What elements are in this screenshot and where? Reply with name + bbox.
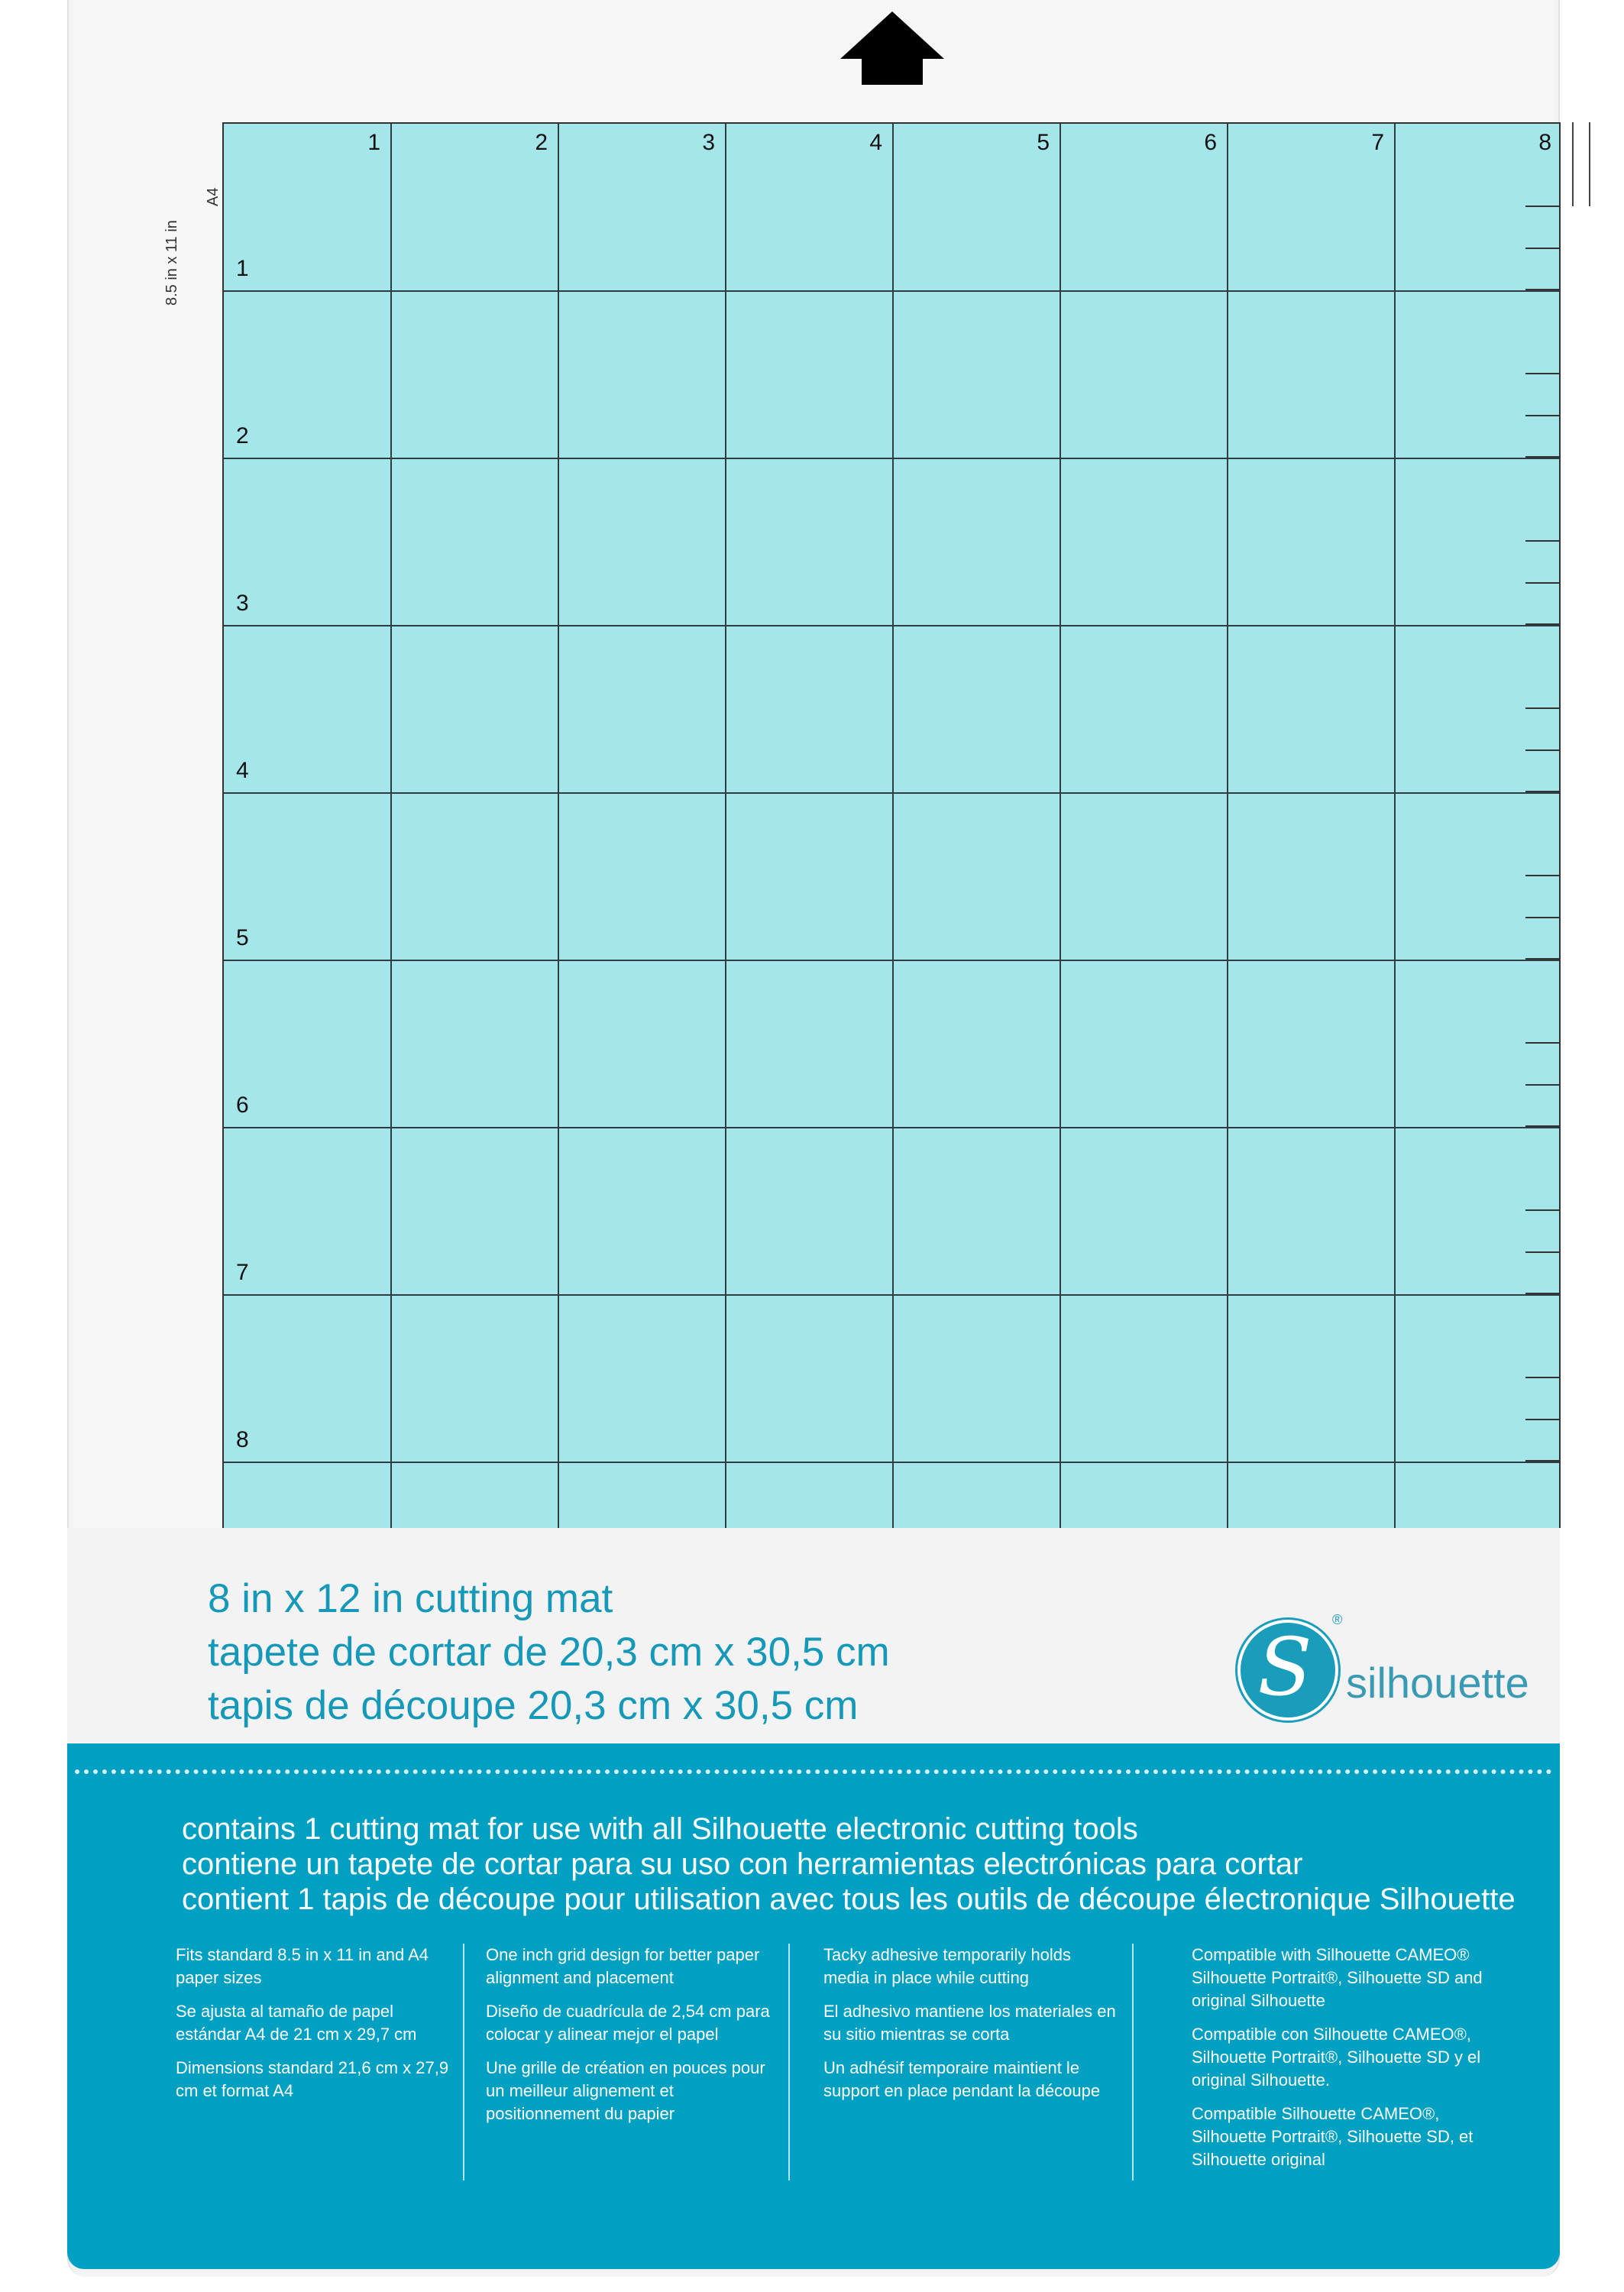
product-title-es: tapete de cortar de 20,3 cm x 30,5 cm	[208, 1630, 890, 1675]
feature-text: Compatible with Silhouette CAMEO® Silhouette Portrait®, Silhouette SD and original Silhouette	[1192, 1945, 1483, 2010]
column-divider	[463, 1944, 464, 2180]
column-divider	[788, 1944, 790, 2180]
feature-text: Un adhésif temporaire maintient le support en place pendant la découpe	[823, 2058, 1101, 2100]
grid-x-label: 6	[1204, 130, 1217, 155]
product-header	[67, 1528, 1560, 1743]
column-divider	[1132, 1944, 1134, 2180]
ruler-tick	[1525, 958, 1559, 960]
grid-x-label: 3	[702, 130, 715, 155]
grid-y-label: 3	[236, 591, 249, 616]
ruler-tick	[1525, 540, 1559, 542]
ruler-tick	[1525, 582, 1559, 584]
ruler-tick	[1525, 415, 1559, 416]
grid-x-label: 1	[367, 130, 380, 155]
grid-horizontal-line	[224, 625, 1559, 626]
paper-size-letter-label: 8.5 in x 11 in	[163, 220, 180, 306]
grid-horizontal-line	[224, 1294, 1559, 1296]
product-title-fr: tapis de découpe 20,3 cm x 30,5 cm	[208, 1683, 859, 1728]
contains-text-fr: contient 1 tapis de découpe pour utilisation avec tous les outils de découpe électronique Silhouette	[182, 1882, 1516, 1916]
grid-horizontal-line	[224, 960, 1559, 961]
ruler-tick	[1525, 1209, 1559, 1211]
ruler-tick	[1525, 206, 1559, 207]
feature-text: Dimensions standard 21,6 cm x 27,9 cm et format A4	[176, 2058, 449, 2100]
grid-y-label: 5	[236, 925, 249, 950]
grid-y-label: 2	[236, 423, 249, 448]
brand-wordmark: silhouette	[1346, 1659, 1529, 1707]
feature-column-adhesive	[823, 1944, 1121, 2113]
registered-mark: ®	[1332, 1612, 1343, 1627]
paper-size-a4-label: A4	[205, 187, 222, 206]
feature-text: El adhesivo mantiene los materiales en su sitio mientras se corta	[823, 2002, 1116, 2044]
grid-vertical-line	[1394, 124, 1396, 1528]
grid-horizontal-line	[224, 1462, 1559, 1463]
logo-s-glyph: S	[1257, 1620, 1312, 1714]
grid-x-label: 2	[535, 130, 548, 155]
grid-horizontal-line	[224, 290, 1559, 292]
grid-x-label: 7	[1371, 130, 1384, 155]
feature-text: One inch grid design for better paper alignment and placement	[486, 1945, 760, 1987]
feature-text: Diseño de cuadrícula de 2,54 cm para colocar y alinear mejor el papel	[486, 2002, 770, 2044]
grid-vertical-line	[892, 124, 894, 1528]
feed-direction-arrow-icon	[840, 11, 944, 85]
grid-vertical-line	[1059, 124, 1061, 1528]
silhouette-logo	[1237, 1612, 1543, 1719]
ruler-tick	[1525, 707, 1559, 709]
contains-text-en: contains 1 cutting mat for use with all Silhouette electronic cutting tools	[182, 1812, 1138, 1846]
feature-text: Fits standard 8.5 in x 11 in and A4 paper sizes	[176, 1945, 429, 1987]
ruler-tick	[1525, 1377, 1559, 1378]
feature-column-paper-size	[176, 1944, 458, 2113]
ruler-tick	[1525, 749, 1559, 751]
grid-x-label: 5	[1037, 130, 1050, 155]
ruler-tick	[1525, 791, 1559, 792]
grid-horizontal-line	[224, 1127, 1559, 1128]
grid-vertical-line	[725, 124, 726, 1528]
ruler-tick	[1525, 1042, 1559, 1044]
ruler-tick	[1525, 1460, 1559, 1462]
grid-y-label: 6	[236, 1093, 249, 1118]
feature-text: Se ajusta al tamaño de papel estándar A4 de 21 cm x 29,7 cm	[176, 2002, 417, 2044]
grid-y-label: 7	[236, 1260, 249, 1285]
grid-y-label: 8	[236, 1427, 249, 1452]
ruler-tick	[1525, 1293, 1559, 1294]
grid-vertical-line	[558, 124, 559, 1528]
ruler-tick	[1525, 1419, 1559, 1420]
grid-vertical-line	[390, 124, 392, 1528]
grid-x-label: 8	[1538, 130, 1551, 155]
grid-horizontal-line	[224, 458, 1559, 459]
ruler-tick	[1525, 373, 1559, 374]
feature-column-compatibility	[1192, 1944, 1512, 2182]
feature-text: Une grille de création en pouces pour un meilleur alignement et positionnement du papier	[486, 2058, 765, 2123]
feature-text: Compatible con Silhouette CAMEO®, Silhouette Portrait®, Silhouette SD y el original Silhouette.	[1192, 2025, 1481, 2090]
cutting-grid	[222, 122, 1561, 1528]
feature-column-grid	[486, 1944, 784, 2136]
grid-y-label: 4	[236, 758, 249, 783]
contains-text-es: contiene un tapete de cortar para su uso con herramientas electrónicas para cortar	[182, 1847, 1303, 1881]
ruler-tick	[1525, 456, 1559, 458]
grid-x-label: 4	[869, 130, 882, 155]
ruler-tick	[1525, 1084, 1559, 1086]
product-title-en: 8 in x 12 in cutting mat	[208, 1576, 613, 1621]
grid-y-label: 1	[236, 256, 249, 281]
cutting-mat	[73, 0, 1554, 1528]
feature-text: Compatible Silhouette CAMEO®, Silhouette Portrait®, Silhouette SD, et Silhouette original	[1192, 2104, 1474, 2169]
corner-guide-marks	[1572, 122, 1603, 206]
ruler-tick	[1525, 623, 1559, 625]
ruler-tick	[1525, 1251, 1559, 1253]
ruler-tick	[1525, 1125, 1559, 1127]
grid-horizontal-line	[224, 792, 1559, 794]
ruler-tick	[1525, 248, 1559, 249]
ruler-tick	[1525, 289, 1559, 290]
feature-text: Tacky adhesive temporarily holds media in place while cutting	[823, 1945, 1072, 1987]
info-panel	[67, 1743, 1560, 2269]
dotted-divider	[75, 1769, 1552, 1774]
grid-vertical-line	[1227, 124, 1228, 1528]
ruler-tick	[1525, 917, 1559, 918]
ruler-tick	[1525, 875, 1559, 876]
